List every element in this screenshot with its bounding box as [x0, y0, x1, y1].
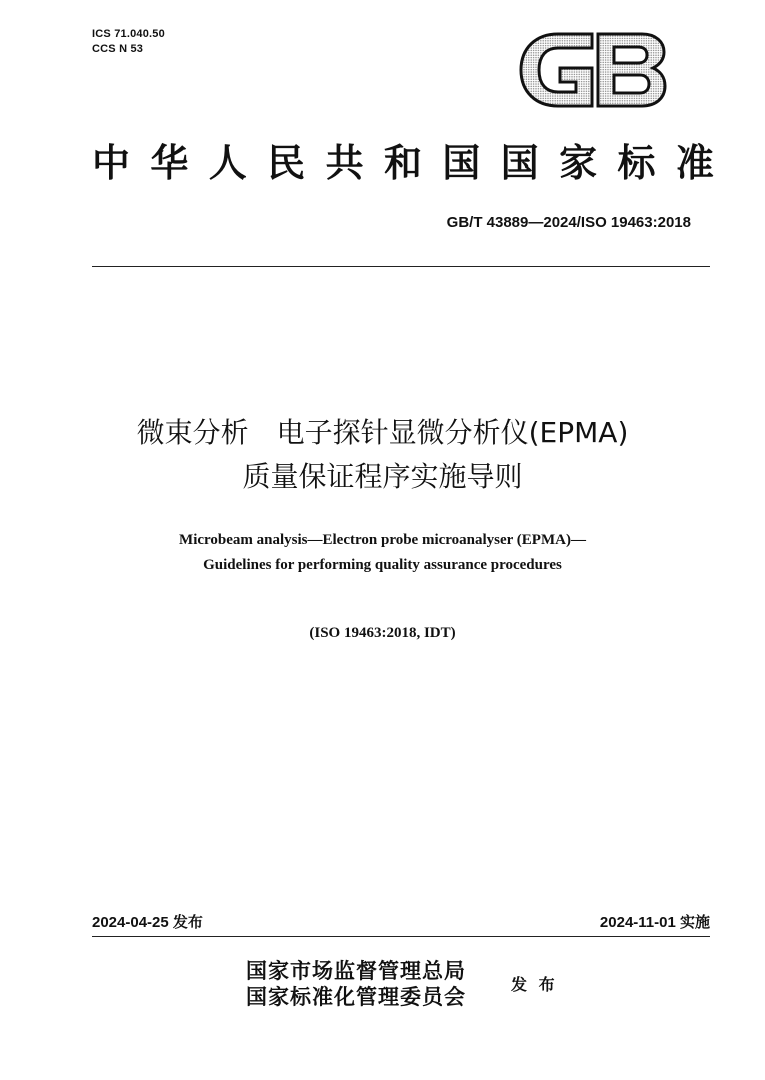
- chinese-title-line-1: 微束分析 电子探针显微分析仪(EPMA): [136, 416, 629, 449]
- national-title-char: 和: [383, 140, 422, 185]
- implementation-date: 2024-11-01 实施: [599, 914, 710, 931]
- national-standard-title: [92, 138, 714, 188]
- national-title-char: 标: [617, 140, 656, 185]
- national-title-char: 家: [559, 140, 598, 185]
- national-title-char: 人: [208, 140, 247, 185]
- issuer-sac: 国家标准化管理委员会: [246, 984, 466, 1009]
- national-title-char: 民: [267, 140, 306, 185]
- national-title-char: 中: [92, 140, 131, 185]
- classification-codes: [92, 27, 165, 57]
- ics-code: ICS 71.040.50: [92, 28, 165, 40]
- chinese-title-line-2: 质量保证程序实施导则: [242, 460, 523, 493]
- ccs-code: CCS N 53: [92, 43, 144, 55]
- issue-label: 发 布: [511, 975, 555, 994]
- gb-standard-logo-icon: [518, 30, 668, 110]
- national-title-char: 准: [675, 140, 714, 185]
- issuer-samr: 国家市场监督管理总局: [246, 958, 466, 983]
- national-title-char: 共: [325, 140, 364, 185]
- top-divider: [92, 266, 710, 267]
- english-title-line-2: Guidelines for performing quality assurance procedures: [203, 557, 562, 573]
- publication-date: 2024-04-25 发布: [92, 914, 203, 931]
- iso-reference: (ISO 19463:2018, IDT): [309, 625, 456, 641]
- issuing-authorities: [246, 958, 466, 1010]
- national-title-char: 国: [442, 140, 481, 185]
- chinese-title: [0, 411, 765, 499]
- national-title-char: 国: [500, 140, 539, 185]
- national-title-char: 华: [150, 140, 189, 185]
- standard-number: GB/T 43889—2024/ISO 19463:2018: [446, 214, 691, 231]
- english-title: [0, 528, 765, 578]
- bottom-divider: [92, 936, 710, 937]
- english-title-line-1: Microbeam analysis—Electron probe microanalyser (EPMA)—: [179, 532, 586, 548]
